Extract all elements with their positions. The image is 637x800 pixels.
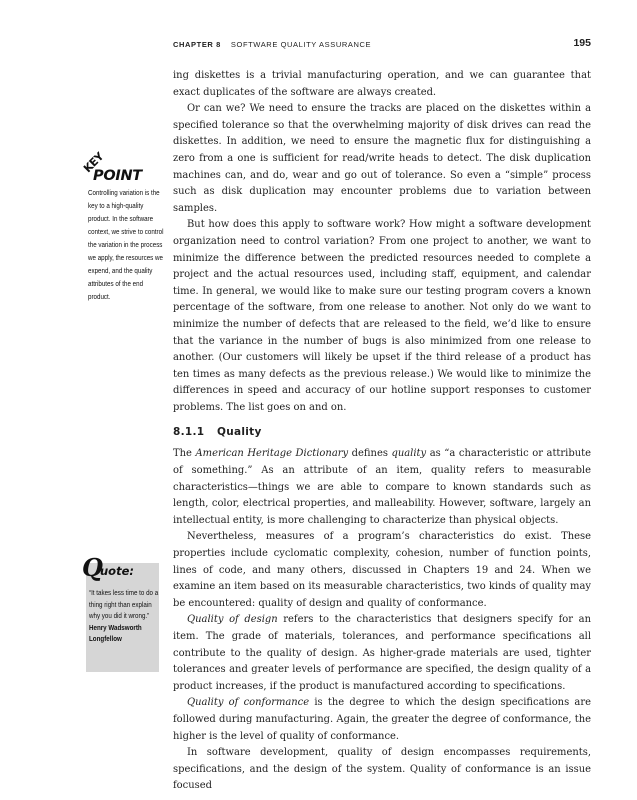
paragraph-2: Or can we? We need to ensure the tracks are placed on the diskettes within a specified tolerance so that the overwhelming majority of disk drives can read the diskettes. In addition, we need to ensure the magnetic flux for distinguishing a zero from a one is sufficient for read/write heads to detect. The disk duplication machines can, and do, wear and go out of tolerance. So even a “simple” process such as disk duplication may encounter problems due to variation between samples. xyxy=(173,103,591,214)
quality-of-design-term: Quality of design xyxy=(187,614,278,626)
quote-body: “It takes less time to do a thing right than explain why you did it wrong.” xyxy=(89,588,159,621)
chapter-title: SOFTWARE QUALITY ASSURANCE xyxy=(230,40,372,49)
point-label: POINT xyxy=(93,168,142,184)
key-point-text: Controlling variation is the key to a high-quality product. In the software context, we strive to control the variation in the process we apply, the resources we expend, and the quality attributes of the end product. xyxy=(88,188,164,301)
quote-sidebar xyxy=(82,553,159,672)
paragraph-6: Quality of design refers to the characteristics that designers specify for an item. The grade of materials, tolerances, and performance specifications all contribute to the quality of design. As higher-grade materials are used, tighter tolerances and greater levels of performance are specified, the design quality of a product increases, if the product is manufactured according to specifications. xyxy=(173,614,591,692)
paragraph-7: Quality of conformance is the degree to which the design specifications are followed during manufacturing. Again, the greater the degree of conformance, the higher is the level of quality of conformance. xyxy=(173,697,591,742)
quote-label: uote: xyxy=(100,564,134,578)
paragraph-8: In software development, quality of design encompasses requirements, specifications, and the design of the system. Quality of conformance is an issue focused xyxy=(173,747,591,792)
paragraph-5: Nevertheless, measures of a program’s characteristics do exist. These properties include cyclomatic complexity, cohesion, number of function points, lines of code, and many others, discussed in Chapters 19 and 24. When we examine an item based on its measurable characteristics, two kinds of quality may be encountered: quality of design and quality of conformance. xyxy=(173,531,591,609)
section-title: Quality xyxy=(217,426,262,439)
paragraph-4: The American Heritage Dictionary defines quality as “a characteristic or attribute of something.” As an attribute of an item, quality refers to measurable characteristics—things we are able to compare to known standards such as length, color, electrical properties, and malleability. However, software, largely an intellectual entity, is more challenging to characterize than physical objects. xyxy=(173,448,591,526)
quote-author: Henry Wadsworth Longfellow xyxy=(89,622,142,644)
key-point-sidebar xyxy=(80,150,164,303)
quality-of-conformance-term: Quality of conformance xyxy=(187,697,310,709)
dictionary-title: American Heritage Dictionary xyxy=(195,448,349,460)
quote-icon xyxy=(82,553,162,582)
paragraph-3: But how does this apply to software work? How might a software development organization need to control variation? From one project to another, we want to minimize the difference between the predicted resources needed to complete a project and the actual resources used, including staff, equipment, and calendar time. In general, we would like to make sure our testing program covers a known percentage of the software, from one release to another. Not only do we want to minimize the number of defects that are released to the field, we’d like to ensure that the variance in the number of bugs is also minimized from one release to another. (Our customers will likely be upset if the third release of a product has ten times as many defects as the previous release.) We would like to minimize the differences in speed and accuracy of our hotline support responses to customer problems. The list goes on and on. xyxy=(173,219,591,413)
section-heading xyxy=(173,425,591,439)
key-point-icon xyxy=(80,150,160,186)
quote-text xyxy=(89,587,160,645)
running-header xyxy=(173,37,591,54)
quote-q-glyph: Q xyxy=(82,553,103,582)
main-text xyxy=(173,68,591,795)
chapter-label: CHAPTER 8 xyxy=(173,40,221,49)
page-number: 195 xyxy=(573,37,591,49)
key-label: KEY xyxy=(81,150,107,176)
section-number: 8.1.1 xyxy=(173,426,205,439)
quality-term: quality xyxy=(391,448,427,460)
paragraph-1: ing diskettes is a trivial manufacturing operation, and we can guarantee that exact duplicates of the software are always created. xyxy=(173,70,591,98)
